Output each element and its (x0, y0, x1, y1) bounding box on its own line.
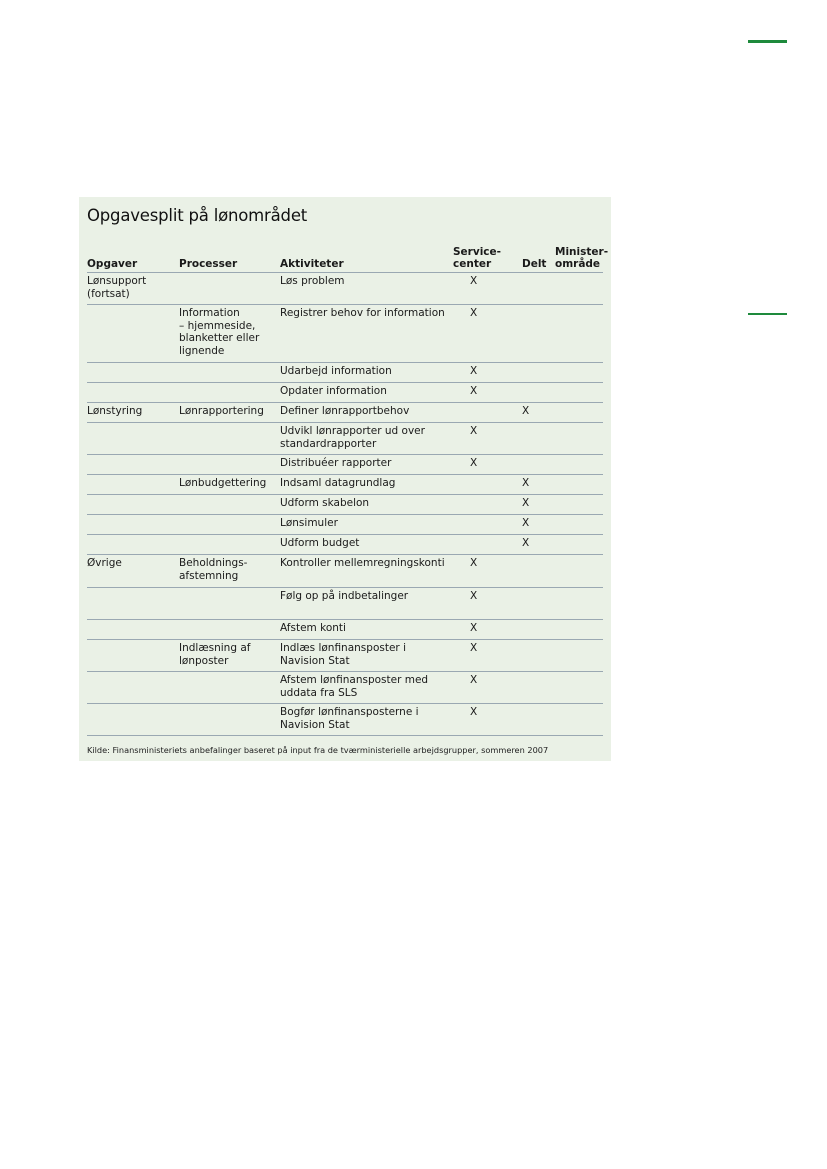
cell-opgave (87, 515, 179, 535)
cell-proces (179, 704, 280, 736)
cell-delt (509, 620, 554, 640)
table-title: Opgavesplit på lønområdet (87, 206, 308, 225)
header-ministeromraade: Minister- område (554, 234, 603, 273)
cell-opgave (87, 672, 179, 704)
header-processer: Processer (179, 234, 280, 273)
table-row (87, 588, 603, 620)
cell-servicecenter (452, 535, 509, 555)
header-aktiviteter: Aktiviteter (280, 234, 452, 273)
cell-delt: X (509, 403, 554, 423)
source-note: Kilde: Finansministeriets anbefalinger baseret på input fra de tværministerielle arbejdsgrupper, sommeren 2007 (87, 745, 549, 755)
cell-servicecenter: X (452, 640, 509, 672)
cell-servicecenter: X (452, 588, 509, 620)
cell-servicecenter: X (452, 305, 509, 363)
cell-aktivitet: Indlæs lønfinansposter i Navision Stat (280, 640, 452, 672)
cell-aktivitet: Bogfør lønfinansposterne i Navision Stat (280, 704, 452, 736)
table-row (87, 555, 603, 588)
cell-proces (179, 515, 280, 535)
cell-proces (179, 423, 280, 455)
cell-proces: Beholdnings- afstemning (179, 555, 280, 588)
cell-ministeromraade (554, 620, 603, 640)
cell-opgave (87, 305, 179, 363)
cell-opgave (87, 495, 179, 515)
cell-delt: X (509, 495, 554, 515)
task-split-table (87, 234, 609, 736)
table-row (87, 423, 603, 455)
table-row (87, 383, 603, 403)
table-row (87, 640, 603, 672)
cell-ministeromraade (554, 535, 603, 555)
cell-ministeromraade (554, 403, 603, 423)
cell-opgave (87, 423, 179, 455)
cell-ministeromraade (554, 704, 603, 736)
cell-delt (509, 383, 554, 403)
cell-proces (179, 363, 280, 383)
cell-delt: X (509, 535, 554, 555)
cell-servicecenter (452, 475, 509, 495)
cell-aktivitet: Udform budget (280, 535, 452, 555)
cell-ministeromraade (554, 588, 603, 620)
cell-servicecenter: X (452, 423, 509, 455)
cell-servicecenter: X (452, 555, 509, 588)
header-delt: Delt (509, 234, 554, 273)
table-row (87, 455, 603, 475)
cell-proces (179, 672, 280, 704)
table-row (87, 305, 603, 363)
cell-aktivitet: Distribuéer rapporter (280, 455, 452, 475)
table-row (87, 363, 603, 383)
table-panel (79, 197, 611, 761)
cell-aktivitet: Afstem lønfinansposter med uddata fra SLS (280, 672, 452, 704)
cell-delt (509, 305, 554, 363)
cell-ministeromraade (554, 475, 603, 495)
cell-servicecenter: X (452, 620, 509, 640)
cell-proces: Indlæsning af lønposter (179, 640, 280, 672)
table-body (87, 273, 603, 736)
cell-opgave (87, 620, 179, 640)
cell-opgave (87, 383, 179, 403)
cell-servicecenter: X (452, 383, 509, 403)
cell-ministeromraade (554, 273, 603, 305)
cell-ministeromraade (554, 515, 603, 535)
cell-opgave: Lønstyring (87, 403, 179, 423)
cell-proces: Lønbudgettering (179, 475, 280, 495)
cell-proces (179, 273, 280, 305)
cell-aktivitet: Lønsimuler (280, 515, 452, 535)
cell-aktivitet: Kontroller mellemregningskonti (280, 555, 452, 588)
cell-delt (509, 455, 554, 475)
table-row (87, 515, 603, 535)
cell-aktivitet: Registrer behov for information (280, 305, 452, 363)
cell-servicecenter (452, 495, 509, 515)
cell-opgave (87, 640, 179, 672)
cell-proces (179, 535, 280, 555)
cell-ministeromraade (554, 383, 603, 403)
cell-servicecenter (452, 403, 509, 423)
header-opgaver: Opgaver (87, 234, 179, 273)
cell-servicecenter: X (452, 455, 509, 475)
table-row (87, 620, 603, 640)
cell-servicecenter: X (452, 363, 509, 383)
table-row (87, 535, 603, 555)
cell-opgave (87, 535, 179, 555)
cell-ministeromraade (554, 455, 603, 475)
cell-proces (179, 620, 280, 640)
cell-delt (509, 273, 554, 305)
cell-delt (509, 555, 554, 588)
cell-ministeromraade (554, 672, 603, 704)
table-row (87, 273, 603, 305)
table-header-row (87, 234, 603, 273)
header-servicecenter: Service- center (452, 234, 509, 273)
cell-proces (179, 383, 280, 403)
cell-aktivitet: Definer lønrapportbehov (280, 403, 452, 423)
cell-opgave (87, 455, 179, 475)
cell-ministeromraade (554, 555, 603, 588)
cell-delt (509, 423, 554, 455)
cell-proces: Information – hjemmeside, blanketter eller lignende (179, 305, 280, 363)
cell-servicecenter (452, 515, 509, 535)
cell-delt: X (509, 515, 554, 535)
cell-delt (509, 704, 554, 736)
cell-ministeromraade (554, 640, 603, 672)
table-row (87, 475, 603, 495)
cell-ministeromraade (554, 423, 603, 455)
cell-servicecenter: X (452, 672, 509, 704)
table-row (87, 672, 603, 704)
cell-opgave: Lønsupport (fortsat) (87, 273, 179, 305)
top-accent-rule (748, 40, 787, 43)
cell-servicecenter: X (452, 273, 509, 305)
cell-aktivitet: Udform skabelon (280, 495, 452, 515)
cell-delt: X (509, 475, 554, 495)
cell-aktivitet: Følg op på indbetalinger (280, 588, 452, 620)
cell-aktivitet: Udarbejd information (280, 363, 452, 383)
cell-proces (179, 588, 280, 620)
cell-proces (179, 495, 280, 515)
cell-aktivitet: Indsaml datagrundlag (280, 475, 452, 495)
cell-ministeromraade (554, 363, 603, 383)
table-row (87, 495, 603, 515)
cell-delt (509, 640, 554, 672)
table-row (87, 704, 603, 736)
cell-ministeromraade (554, 495, 603, 515)
cell-opgave (87, 588, 179, 620)
cell-opgave (87, 475, 179, 495)
cell-servicecenter: X (452, 704, 509, 736)
cell-opgave (87, 704, 179, 736)
cell-proces: Lønrapportering (179, 403, 280, 423)
side-accent-rule (748, 313, 787, 315)
cell-aktivitet: Afstem konti (280, 620, 452, 640)
cell-opgave: Øvrige (87, 555, 179, 588)
cell-delt (509, 363, 554, 383)
cell-delt (509, 672, 554, 704)
table-row (87, 403, 603, 423)
cell-ministeromraade (554, 305, 603, 363)
cell-opgave (87, 363, 179, 383)
cell-delt (509, 588, 554, 620)
cell-aktivitet: Opdater information (280, 383, 452, 403)
cell-aktivitet: Løs problem (280, 273, 452, 305)
cell-proces (179, 455, 280, 475)
cell-aktivitet: Udvikl lønrapporter ud over standardrapporter (280, 423, 452, 455)
